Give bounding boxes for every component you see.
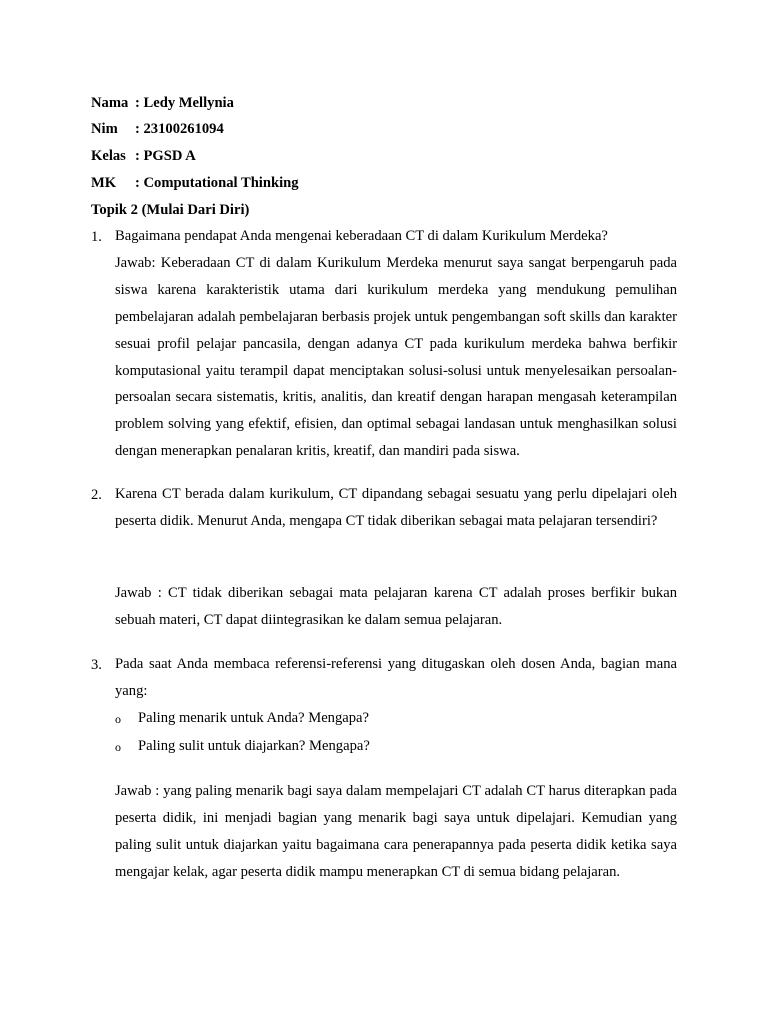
kelas-value: : PGSD A — [135, 148, 196, 164]
nim-row — [91, 121, 224, 138]
mk-value: : Computational Thinking — [135, 175, 299, 191]
kelas-row — [91, 148, 196, 165]
answer-text: Jawab : yang paling menarik bagi saya dalam mempelajari CT adalah CT harus diterapkan pada peserta didik, ini menjadi bagian yang menarik bagi saya untuk dipelajari. Kemudian yang paling sulit untuk diajarkan yaitu bagaimana cara penerapannya pada peserta didik ketika saya mengajar kelak, agar peserta didik mampu menerapkan CT di semua bidang pelajaran. — [115, 783, 677, 880]
nim-value: : 23100261094 — [135, 121, 224, 137]
question-number: 1. — [91, 229, 102, 245]
question-text: Karena CT berada dalam kurikulum, CT dipandang sebagai sesuatu yang perlu dipelajari oleh peserta didik. Menurut Anda, mengapa CT tidak diberikan sebagai mata pelajaran tersendiri? — [115, 486, 677, 529]
mk-label: MK — [91, 175, 117, 191]
question-3 — [115, 651, 677, 705]
bullet-marker: o — [115, 740, 121, 754]
question-number: 3. — [91, 657, 102, 673]
answer-2 — [115, 580, 677, 634]
answer-text: Jawab : CT tidak diberikan sebagai mata pelajaran karena CT adalah proses berfikir bukan sebuah materi, CT dapat diintegrasikan ke dalam semua pelajaran. — [115, 585, 677, 628]
nim-label: Nim — [91, 121, 118, 137]
question-text: Pada saat Anda membaca referensi-referensi yang ditugaskan oleh dosen Anda, bagian mana yang: — [115, 656, 677, 699]
bullet-item: Paling menarik untuk Anda? Mengapa? — [138, 710, 370, 726]
kelas-label: Kelas — [91, 148, 126, 164]
answer-3 — [115, 778, 677, 886]
nama-label: Nama — [91, 95, 129, 111]
question-2 — [115, 481, 677, 535]
answer-text: Jawab: Keberadaan CT di dalam Kurikulum Merdeka menurut saya sangat berpengaruh pada siswa karena karakteristik utama dari kurikulum merdeka yang mendukung pemulihan pembelajaran adalah pembelajaran berbasis projek untuk pengembangan soft skills dan karakter sesuai profil pelajar pancasila, dengan adanya CT pada kurikulum merdeka bahwa berfikir komputasional yaitu terampil dapat menciptakan solusi-solusi untuk menyelesaikan persoalan-persoalan secara sistematis, kritis, analitis, dan kreatif dengan harapan mengasah keterampilan problem solving yang efektif, efisien, dan optimal sebagai landasan untuk menghasilkan solusi dengan menerapkan penalaran kritis, kreatif, dan mandiri pada siswa. — [115, 254, 677, 460]
nama-row — [91, 95, 234, 112]
bullet-marker: o — [115, 712, 121, 726]
topik-heading: Topik 2 (Mulai Dari Diri) — [91, 202, 250, 218]
question-text: Bagaimana pendapat Anda mengenai keberadaan CT di dalam Kurikulum Merdeka? — [115, 228, 608, 244]
bullet-item: Paling sulit untuk diajarkan? Mengapa? — [138, 738, 370, 754]
question-1 — [115, 223, 677, 465]
nama-value: : Ledy Mellynia — [135, 95, 234, 111]
mk-row — [91, 175, 299, 192]
question-number: 2. — [91, 487, 102, 503]
